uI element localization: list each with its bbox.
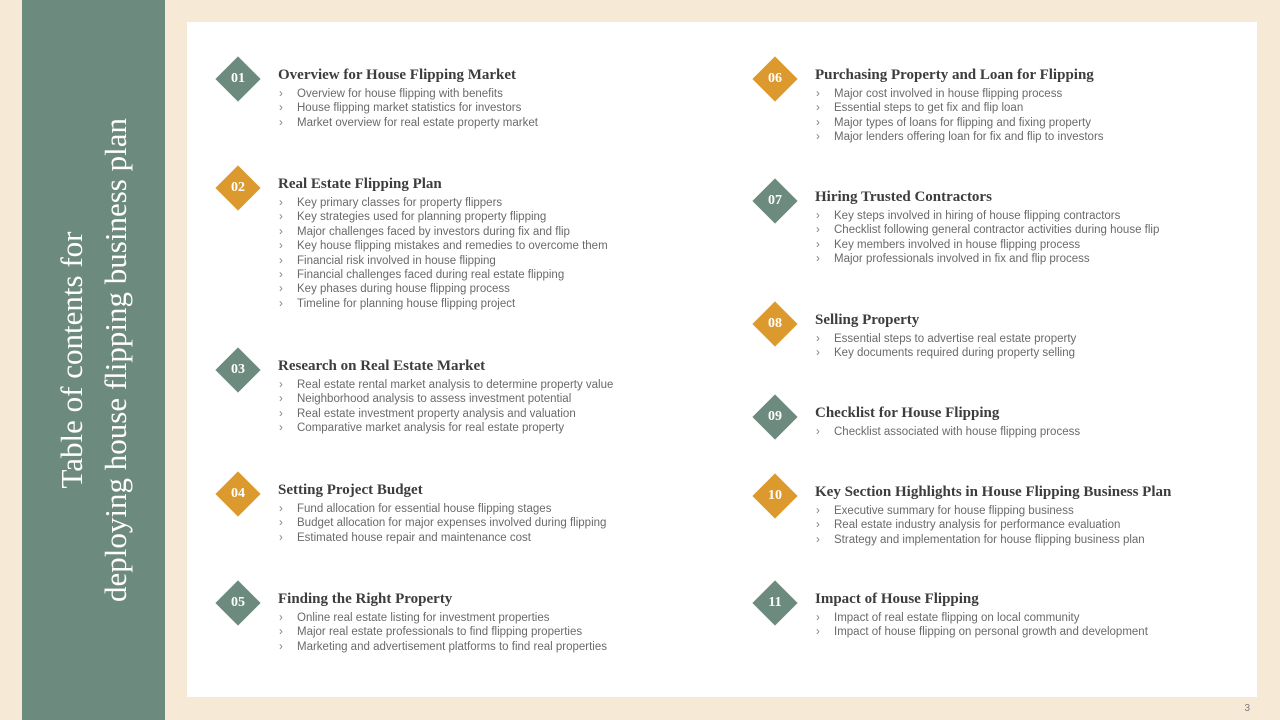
- section-items: [815, 504, 1145, 547]
- list-item: › Neighborhood analysis to assess investment potential: [278, 392, 613, 406]
- list-item: › Estimated house repair and maintenance cost: [278, 531, 606, 545]
- section-title: Overview for House Flipping Market: [278, 67, 517, 83]
- section-title: Checklist for House Flipping: [815, 405, 1000, 421]
- section-number: 07: [768, 193, 782, 208]
- section-number: 11: [768, 595, 782, 610]
- section-number: 03: [231, 362, 245, 377]
- section-items: [278, 611, 607, 654]
- section-title: Key Section Highlights in House Flipping Business Plan: [815, 484, 1172, 500]
- section-title: Finding the Right Property: [278, 591, 453, 607]
- section-number: 04: [231, 486, 245, 501]
- list-item: › House flipping market statistics for investors: [278, 101, 538, 115]
- section-title: Setting Project Budget: [278, 482, 423, 498]
- section-title: Real Estate Flipping Plan: [278, 176, 442, 192]
- list-item: › Online real estate listing for investment properties: [278, 611, 607, 625]
- section-items: [278, 196, 608, 311]
- list-item: › Marketing and advertisement platforms to find real properties: [278, 640, 607, 654]
- section-items: [815, 332, 1076, 361]
- list-item: › Financial risk involved in house flipping: [278, 254, 608, 268]
- list-item: › Real estate investment property analysis and valuation: [278, 407, 613, 421]
- list-item: › Major real estate professionals to find flipping properties: [278, 625, 607, 639]
- contents-panel: [187, 22, 1257, 697]
- page-title-line-2: deploying house flipping business plan: [97, 118, 133, 602]
- section-title: Purchasing Property and Loan for Flipping: [815, 67, 1094, 83]
- section-items: [815, 425, 1080, 439]
- list-item: › Major types of loans for flipping and fixing property: [815, 116, 1104, 130]
- section-title: Hiring Trusted Contractors: [815, 189, 992, 205]
- list-item: › Strategy and implementation for house flipping business plan: [815, 533, 1145, 547]
- page-title: [50, 40, 138, 680]
- page-number: 3: [1244, 703, 1250, 714]
- section-items: [278, 87, 538, 130]
- section-title: Impact of House Flipping: [815, 591, 979, 607]
- list-item: › Major cost involved in house flipping process: [815, 87, 1104, 101]
- section-title: Research on Real Estate Market: [278, 358, 486, 374]
- list-item: › Executive summary for house flipping business: [815, 504, 1145, 518]
- page-title-line-1: Table of contents for: [53, 231, 89, 489]
- sidebar-panel: [22, 0, 165, 720]
- section-items: [278, 378, 613, 436]
- list-item: › Comparative market analysis for real estate property: [278, 421, 613, 435]
- section-items: [815, 87, 1104, 145]
- section-items: [278, 502, 606, 545]
- list-item: › Key strategies used for planning property flipping: [278, 210, 608, 224]
- section-number: 06: [768, 71, 782, 86]
- section-number: 08: [768, 316, 782, 331]
- list-item: › Real estate rental market analysis to determine property value: [278, 378, 613, 392]
- section-number: 09: [768, 409, 782, 424]
- list-item: › Impact of house flipping on personal growth and development: [815, 625, 1148, 639]
- list-item: › Timeline for planning house flipping project: [278, 297, 608, 311]
- list-item: › Market overview for real estate property market: [278, 116, 538, 130]
- list-item: › Major professionals involved in fix and flip process: [815, 252, 1159, 266]
- list-item: › Key members involved in house flipping process: [815, 238, 1159, 252]
- section-number: 10: [768, 488, 782, 503]
- section-title: Selling Property: [815, 312, 920, 328]
- list-item: › Fund allocation for essential house flipping stages: [278, 502, 606, 516]
- list-item: › Essential steps to advertise real estate property: [815, 332, 1076, 346]
- list-item: › Checklist following general contractor activities during house flip: [815, 223, 1159, 237]
- list-item: › Key documents required during property selling: [815, 346, 1076, 360]
- list-item: › Major challenges faced by investors during fix and flip: [278, 225, 608, 239]
- list-item: › Key house flipping mistakes and remedies to overcome them: [278, 239, 608, 253]
- list-item: › Impact of real estate flipping on local community: [815, 611, 1148, 625]
- list-item: › Budget allocation for major expenses involved during flipping: [278, 516, 606, 530]
- section-items: [815, 611, 1148, 640]
- list-item: › Essential steps to get fix and flip loan: [815, 101, 1104, 115]
- list-item: › Key steps involved in hiring of house flipping contractors: [815, 209, 1159, 223]
- section-items: [815, 209, 1159, 267]
- list-item: › Key primary classes for property flippers: [278, 196, 608, 210]
- list-item: › Real estate industry analysis for performance evaluation: [815, 518, 1145, 532]
- list-item: › Financial challenges faced during real estate flipping: [278, 268, 608, 282]
- list-item: › Overview for house flipping with benefits: [278, 87, 538, 101]
- section-number: 05: [231, 595, 245, 610]
- section-number: 02: [231, 180, 245, 195]
- list-item: › Key phases during house flipping process: [278, 282, 608, 296]
- section-number: 01: [231, 71, 245, 86]
- list-item: › Checklist associated with house flipping process: [815, 425, 1080, 439]
- list-item: › Major lenders offering loan for fix and flip to investors: [815, 130, 1104, 144]
